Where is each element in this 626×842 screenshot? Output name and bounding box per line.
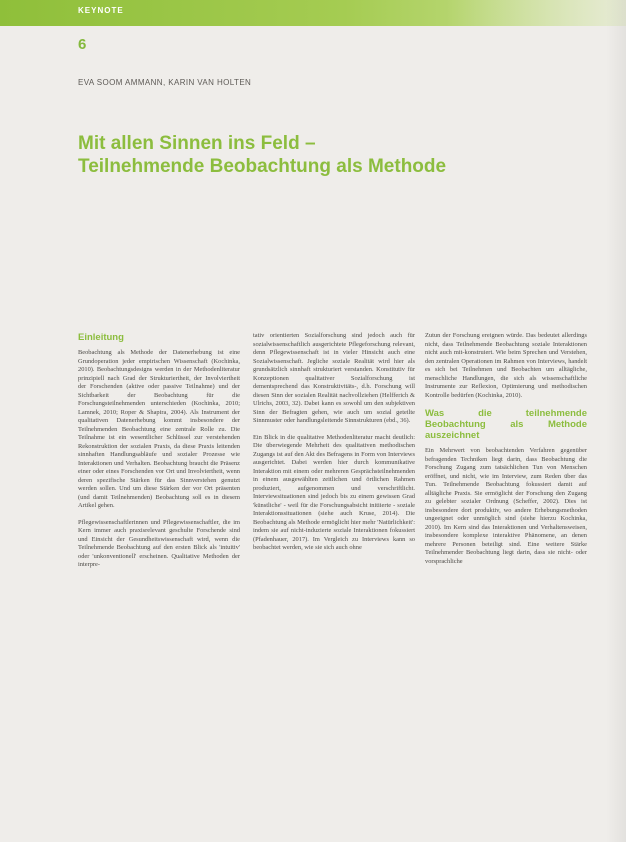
article-title-line-2: Teilnehmende Beobachtung als Methode	[78, 156, 447, 177]
section-heading-introduction: Einleitung	[78, 332, 124, 343]
text-column-3	[425, 332, 587, 574]
body-paragraph: Beobachtung als Methode der Datenerhebung ist eine Grundoperation jeder empirischen Wissenschaft (Kochinka, 2010). Beobachtungsdesigns werden in der Methodenliteratur prinzipiell nach Grad der Strukturiertheit, der Involviertheit der Forschenden (aktive oder passive Teilnahme) und der Sichtbarkeit der Beobachtung für die Forschungsteilnehmenden unterschieden (Kochinka, 2010; Lamnek, 2010; Roper & Shapira, 2004). Als Instrument der qualitativen Datenerhebung kommt insbesondere der Teilnehmenden Beobachtung eine zentrale Rolle zu. Die Teilnahme ist ein wesentlicher Schlüssel zur verstehenden Rekonstruktion der sozialen Praxis, da diese Praxis leitenden sinnhaften Handlungsabläufe und sozialer Prozesse wie Interaktionen und Verhalten. Beobachtung braucht die Präsenz einer oder eines Forschenden vor Ort und Involviertheit, wenn deren spezifische Stärken für das Sinnverstehen genutzt werden sollen. Und um diese Stärken der vor Ort präsenten (und damit Teilnehmenden) Beobachtung soll es in diesem Artikel gehen.	[78, 349, 240, 509]
text-column-2	[253, 332, 415, 561]
section-heading-method: Was die teilnehmende Beobachtung als Methode auszeichnet	[425, 408, 587, 441]
body-paragraph: Pflegewissenschaftlerinnen und Pflegewissenschaftler, die im Kern immer auch praxisrelevant geschulte Forschende sind und Einsicht der Gesundheitswissenschaft wird, wenn die Teilnehmende Beobachtung auf den ersten Blick als 'intuitiv' oder 'unkonventionell' erscheinen. Qualitative Methoden der interpre-	[78, 518, 240, 568]
article-title-line-1: Mit allen Sinnen ins Feld –	[78, 133, 316, 154]
section-label: KEYNOTE	[78, 6, 124, 15]
header-band-fade	[446, 0, 626, 26]
page-edge-shadow	[606, 0, 626, 842]
article-authors: EVA SOOM AMMANN, KARIN VAN HOLTEN	[78, 78, 252, 87]
body-paragraph: Ein Mehrwert von beobachtenden Verfahren gegenüber befragenden Techniken liegt darin, dass Beobachtung die Forschung Zugang zum tatsächlichen Tun von Menschen eröffnet, und nicht, wie im Interview, zum Reden über das Tun. Teilnehmende Beobachtung fokussiert damit auf alltägliche Praxis. Sie ermöglicht der Forschung den Zugang zu gelebter sozialer Ordnung (Scheffer, 2002). Dies ist insbesondere dort produktiv, wo andere Erhebungsmethoden ungeeignet oder unmöglich sind (siehe hierzu Kochinka, 2010). Im Kern sind das Interaktionen und Verhaltensweisen, insbesondere komplexe interaktive Phänomene, an denen mehrere Personen beteiligt sind. Eine weitere Stärke Teilnehmender Beobachtung liegt darin, dass sie nicht- oder vorsprachliche	[425, 447, 587, 565]
text-column-1	[78, 332, 240, 578]
article-title	[78, 132, 578, 178]
body-paragraph: Zutun der Forschung ereignen würde. Das bedeutet allerdings nicht, dass Teilnehmende Beobachtung soziale Interaktionen nicht auch mit-konstruiert. Wie beim Sprechen und Verstehen, den zentralen Operationen im Rahmen von Interviews, handelt es sich bei Teilnehmen und Beobachten um alltägliche, menschliche Handlungen, die sich als wissenschaftliche Instrumente zur Reflexion, Optimierung und methodischen Kontrolle bedürfen (Kochinka, 2010).	[425, 332, 587, 399]
body-paragraph: Ein Blick in die qualitative Methodenliteratur macht deutlich: Die überwiegende Mehrheit des qualitativen methodischen Zugangs ist auf den Akt des Befragens in Form von Interviews ausgerichtet. Dabei werden hier durch kommunikative Interaktion mit einem oder mehreren Gesprächsteilnehmenden in einem ausgewählten zeitlichen und örtlichen Rahmen produziert, aufgenommen und verschriftlicht. Interviewsituationen sind jedoch bis zu einem gewissen Grad 'künstliche' - weil für die Forschungsabsicht initiierte - soziale Interaktionssituationen (siehe auch Kruse, 2014). Die Beobachtung als Methode ermöglicht hier mehr 'Natürlichkeit': indem sie auf nicht-induzierte soziale Interaktionen fokussiert (Pfadenhauer, 2017). Im Vergleich zu Interviews kann so beobachtet werden, wie sie sich auch ohne	[253, 433, 415, 551]
page-number: 6	[78, 36, 87, 53]
body-paragraph: tativ orientierten Sozialforschung sind jedoch auch für sozialwissenschaftlich ausgerichtete Pflegeforschung relevant, denn Pflegewissenschaft ist in vieler Hinsicht auch eine Sozialwissenschaft. Jegliche soziale Realität wird hier als grundsätzlich sinnhaft strukturiert verstanden. Konstitutiv für Konzeptionen qualitativer Sozialforschung ist dementsprechend das Konstruktivitäts-, d.h. Forschung will diesen Sinn der sozialen Realität nachvollziehen (Helfferich & Ulrichs, 2003, 32). Dabei kann es sowohl um den subjektiven Sinn der Befragten gehen, wie auch um sozial geteilte Sinnmuster oder handlungsleitende Sinnstrukturen (ebd., 36).	[253, 332, 415, 424]
